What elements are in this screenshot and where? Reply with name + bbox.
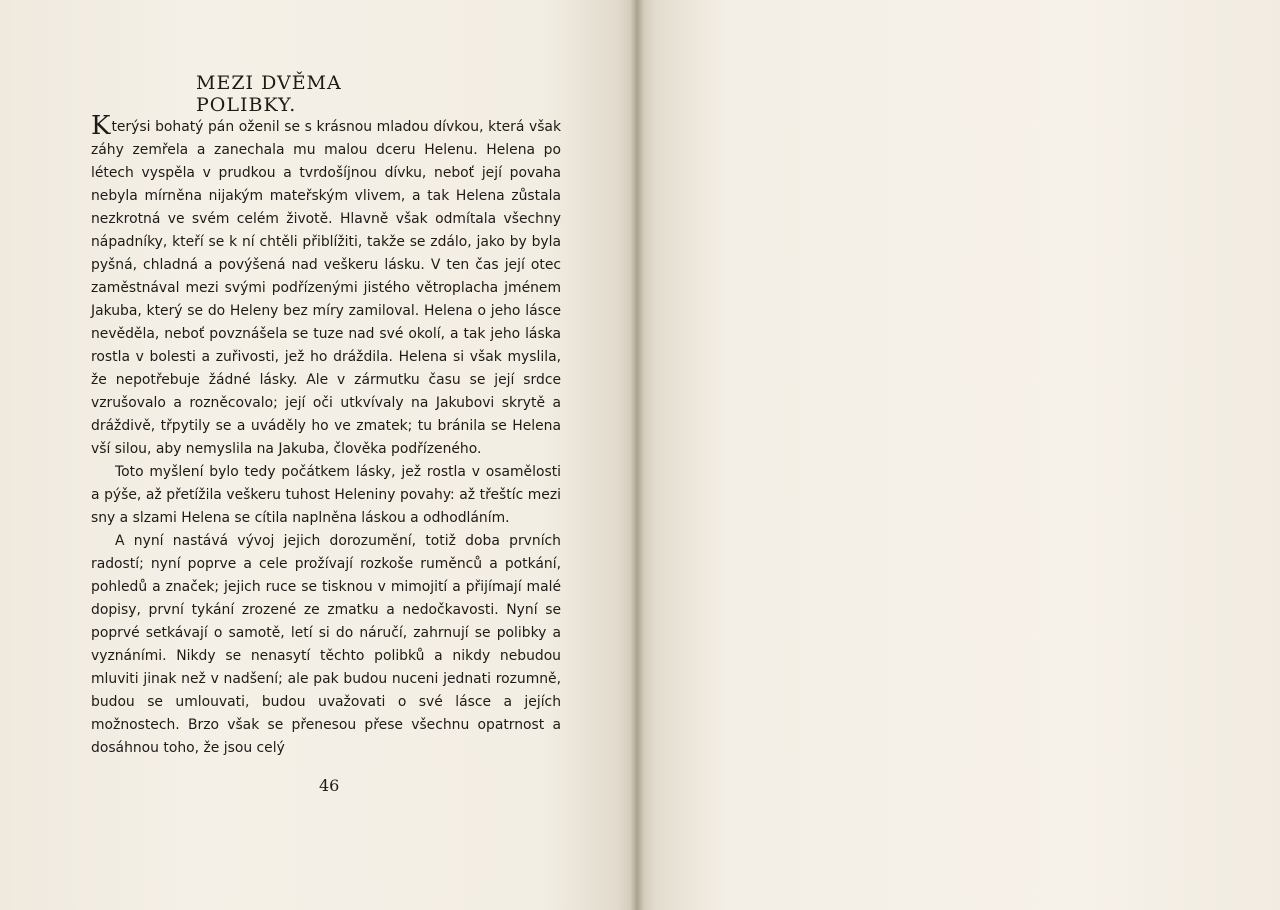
- drop-cap: K: [91, 111, 111, 141]
- paragraph: [91, 111, 561, 461]
- page-number: 46: [319, 776, 340, 795]
- paragraph: Toto myšlení bylo tedy počátkem lásky, jež rostla v osamělosti a pýše, až přetížila veškeru tuhost Heleniny povahy: až třeštíc mezi sny a slzami Helena se cítila naplněna láskou a odhodláním.: [91, 464, 561, 526]
- chapter-title: MEZI DVĚMA POLIBKY.: [196, 72, 342, 116]
- left-page: [0, 0, 636, 910]
- right-page: [636, 0, 1280, 910]
- left-page-text: [91, 111, 561, 760]
- book-gutter: [630, 0, 644, 910]
- paragraph-text: terýsi bohatý pán oženil se s krásnou mladou dívkou, která však záhy zemřela a zanechala mu malou dceru Helenu. Helena po létech vyspěla v prudkou a tvrdošíjnou dívku, neboť její povaha nebyla mírněna nijakým mateřským vlivem, a tak Helena zůstala nezkrotná ve svém celém životě. Hlavně však odmítala všechny nápadníky, kteří se k ní chtěli přiblížiti, takže se zdálo, jako by byla pyšná, chladná a povýšená nad veškeru lásku. V ten čas její otec zaměstnával mezi svými podřízenými jistého větroplacha jménem Jakuba, který se do Heleny bez míry zamiloval. Helena o jeho lásce nevěděla, neboť povznášela se tuze nad své okolí, a tak jeho láska rostla v bolesti a zuřivosti, jež ho dráždila. Helena si však myslila, že nepotřebuje žádné lásky. Ale v zármutku času se její srdce vzrušovalo a rozněcovalo; její oči utkvívaly na Jakubovi skrytě a dráždivě, třpytily se a uváděly ho ve zmatek; tu bránila se Helena vší silou, aby nemyslila na Jakuba, člověka podřízeného.: [91, 119, 561, 457]
- paragraph: A nyní nastává vývoj jejich dorozumění, totiž doba prvních radostí; nyní poprve a cele prožívají rozkoše ruměnců a potkání, pohledů a značek; jejich ruce se tisknou v mimojití a přijímají malé dopisy, první tykání zrozené ze zmatku a nedočkavosti. Nyní se poprvé setkávají o samotě, letí si do náručí, zahrnují se polibky a vyznáními. Nikdy se nenasytí těchto polibků a nikdy nebudou mluviti jinak než v nadšení; ale pak budou nuceni jednati rozumně, budou se umlouvati, budou uvažovati o své lásce a jejích možnostech. Brzo však se přenesou přese všechnu opatrnost a dosáhnou toho, že jsou celý: [91, 533, 561, 756]
